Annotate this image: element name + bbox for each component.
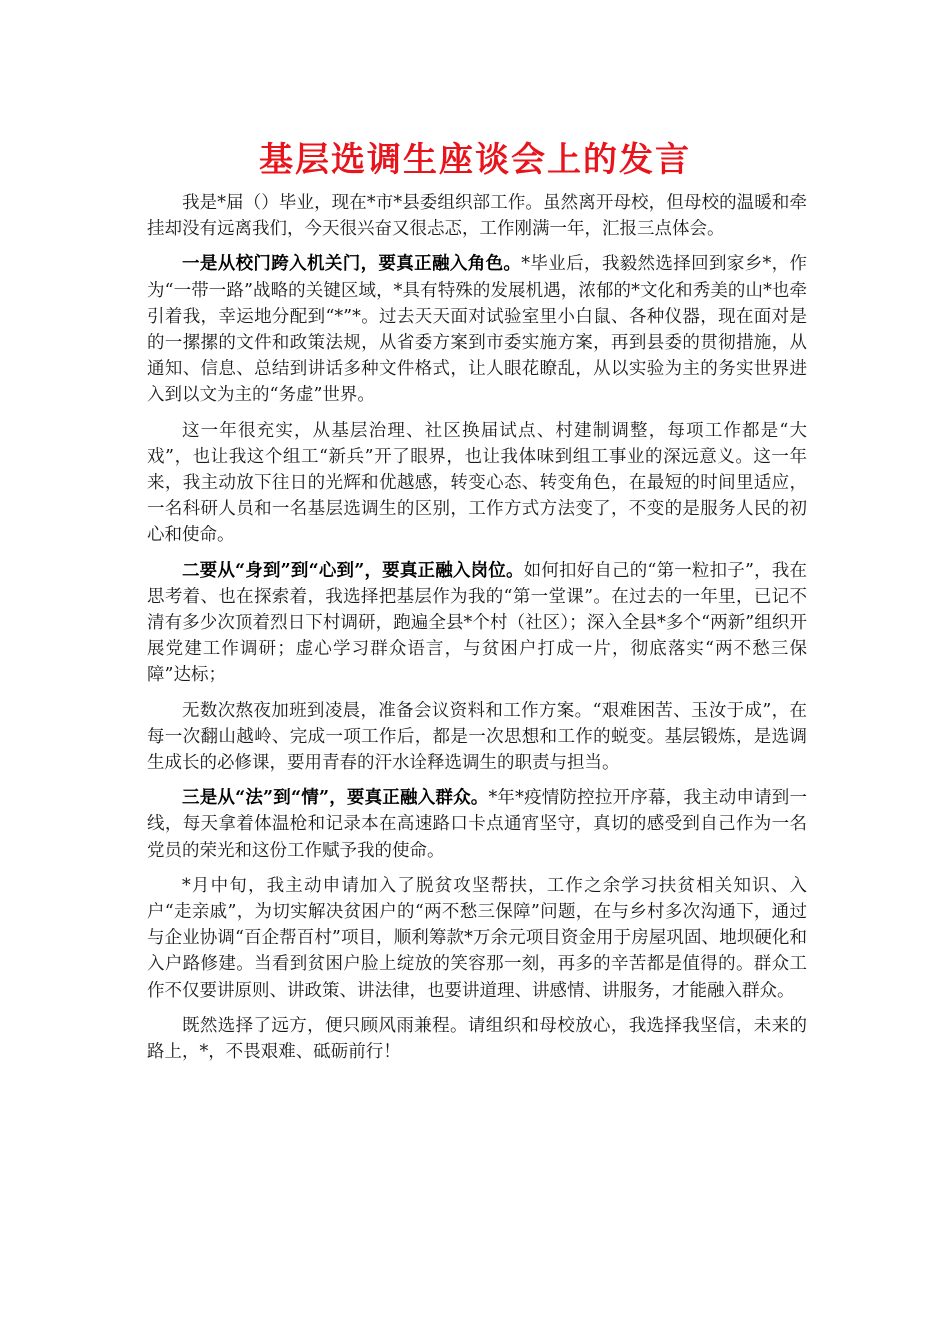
document-title: 基层选调生座谈会上的发言: [259, 140, 691, 180]
paragraph-heading: 二要从“身到”到“心到”，要真正融入岗位。: [182, 560, 524, 581]
paragraph-text: *年*疫情防控拉开序幕，我主动申请到一线，每天拿着体温枪和记录本在高速路口卡点通宵坚守，真切的感受到自己作为一名党员的荣光和这份工作赋予我的使命。: [147, 788, 808, 861]
paragraph-heading: 三是从“法”到“情”，要真正融入群众。: [182, 788, 489, 809]
paragraph-text: 这一年很充实，从基层治理、社区换届试点、村建制调整，每项工作都是“大戏”，也让我这个组工“新兵”开了眼界，也让我体味到组工事业的深远意义。这一年来，我主动放下往日的光辉和优越感，转变心态、转变角色，在最短的时间里适应，一名科研人员和一名基层选调生的区别，工作方式方法变了，不变的是服务人民的初心和使命。: [147, 420, 807, 546]
paragraph-text: *月中旬，我主动申请加入了脱贫攻坚帮扶，工作之余学习扶贫相关知识、入户“走亲戚”，为切实解决贫困户的“两不愁三保障”问题，在与乡村多次沟通下，通过与企业协调“百企帮百村”项目，顺利筹款*万余元项目资金用于房屋巩固、地坝硬化和入户路修建。当看到贫困户脸上绽放的笑容那一刻，再多的辛苦都是值得的。群众工作不仅要讲原则、讲政策、讲法律，也要讲道理、讲感情、讲服务，才能融入群众。: [147, 875, 807, 1001]
paragraph-point-three-detail: [147, 873, 807, 1004]
paragraph-text: 既然选择了远方，便只顾风雨兼程。请组织和母校放心，我选择我坚信，未来的路上，*，不畏艰难、砥砺前行！: [147, 1015, 807, 1063]
paragraph-text: *毕业后，我毅然选择回到家乡*，作为“一带一路”战略的关键区域，*具有特殊的发展机遇，浓郁的*文化和秀美的山*也牵引着我，幸运地分配到“*”*。过去天天面对试验室里小白鼠、各种仪器，现在面对是的一摞摞的文件和政策法规，从省委方案到市委实施方案，再到县委的贯彻措施，从通知、信息、总结到讲话多种文件格式，让人眼花瞭乱，从以实验为主的务实世界进入到以文为主的“务虚”世界。: [147, 254, 808, 406]
paragraph-point-one-detail: [147, 418, 807, 549]
paragraph-point-three: [147, 785, 807, 864]
paragraph-text: 我是*届（）毕业，现在*市*县委组织部工作。虽然离开母校，但母校的温暖和牵挂却没有远离我们，今天很兴奋又很忐忑，工作刚满一年，汇报三点体会。: [147, 193, 807, 240]
paragraph-point-one: [147, 251, 807, 408]
document-body: [147, 190, 807, 1074]
paragraph-point-two-detail: [147, 698, 807, 777]
paragraph-point-two: [147, 558, 807, 689]
paragraph-text: 如何扣好自己的“第一粒扣子”，我在思考着、也在探索着，我选择把基层作为我的“第一堂课”。在过去的一年里，已记不清有多少次顶着烈日下村调研，跑遍全县*个村（社区）；深入全县*多个“两新”组织开展党建工作调研；虚心学习群众语言，与贫困户打成一片，彻底落实“两不愁三保障”达标；: [147, 560, 807, 686]
paragraph-heading: 一是从校门跨入机关门，要真正融入角色。: [182, 254, 522, 275]
paragraph-closing: [147, 1013, 807, 1065]
paragraph-text: 无数次熬夜加班到凌晨，准备会议资料和工作方案。“艰难困苦、玉汝于成”，在每一次翻山越岭、完成一项工作后，都是一次思想和工作的蜕变。基层锻炼，是选调生成长的必修课，要用青春的汗水诠释选调生的职责与担当。: [147, 700, 807, 774]
paragraph-intro: [147, 190, 807, 242]
